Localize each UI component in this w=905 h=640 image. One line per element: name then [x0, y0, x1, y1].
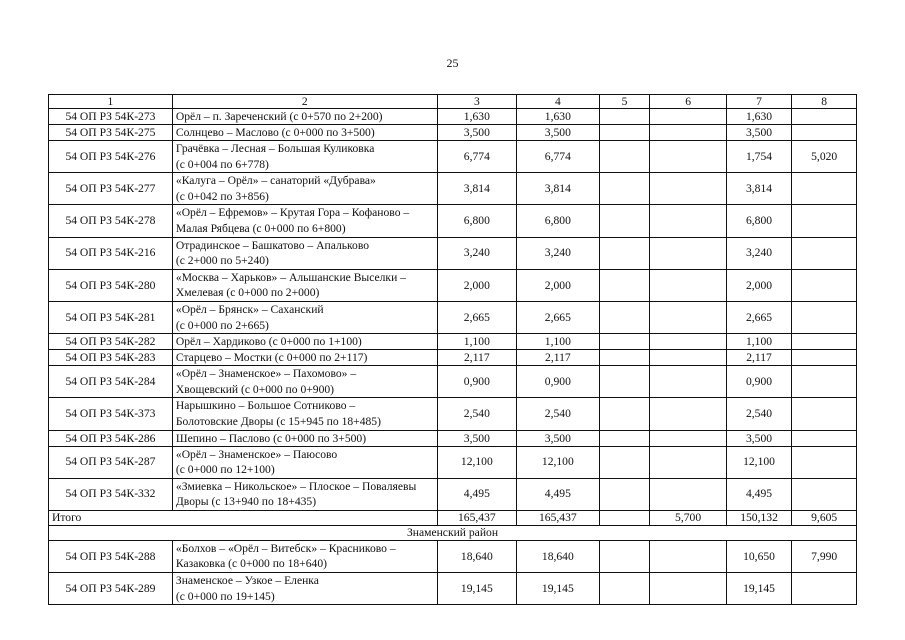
- road-name-line: «Орёл – Ефремов» – Крутая Гора – Кофаново –: [175, 206, 410, 220]
- value-cell-c3: 3,500: [437, 125, 516, 141]
- road-name-cell: [172, 125, 437, 141]
- road-name-cell: [172, 237, 437, 269]
- value-cell-c7: 6,800: [726, 205, 792, 237]
- road-id-cell: 54 ОП РЗ 54К-277: [49, 173, 173, 205]
- value-cell-c7: 19,145: [726, 573, 792, 605]
- column-header: 2: [172, 95, 437, 109]
- road-name-line: (с 0+000 по 19+145): [175, 589, 275, 603]
- value-cell-c4: 6,774: [517, 141, 600, 173]
- value-cell-c4: 1,630: [517, 109, 600, 125]
- road-name-cell: [172, 173, 437, 205]
- value-cell-c6: [650, 366, 726, 398]
- table-row: [49, 173, 857, 205]
- value-cell-c5: [599, 269, 650, 301]
- table-body: [49, 95, 857, 605]
- value-cell-c8: [792, 173, 857, 205]
- value-cell-c5: [599, 540, 650, 572]
- table-row: [49, 334, 857, 350]
- total-label: Итого: [49, 510, 438, 525]
- value-cell-c6: [650, 350, 726, 366]
- road-name-line: Казаковка (с 0+000 по 18+640): [175, 557, 327, 571]
- road-name-cell: [172, 205, 437, 237]
- road-name-line: Хмелевая (с 0+000 по 2+000): [175, 286, 320, 300]
- road-name-line: Хвощевский (с 0+000 по 0+900): [175, 382, 335, 396]
- value-cell-c5: [599, 173, 650, 205]
- value-cell-c6: [650, 173, 726, 205]
- value-cell-c5: [599, 237, 650, 269]
- road-name-cell: [172, 109, 437, 125]
- value-cell-c8: [792, 430, 857, 446]
- value-cell-c4: 18,640: [517, 540, 600, 572]
- road-name-cell: [172, 366, 437, 398]
- value-cell-c8: [792, 478, 857, 510]
- table-row: [49, 141, 857, 173]
- total-value-c6: 5,700: [650, 510, 726, 525]
- value-cell-c3: 3,814: [437, 173, 516, 205]
- value-cell-c6: [650, 398, 726, 430]
- value-cell-c7: 10,650: [726, 540, 792, 572]
- road-id-cell: 54 ОП РЗ 54К-287: [49, 446, 173, 478]
- value-cell-c7: 2,665: [726, 301, 792, 333]
- value-cell-c6: [650, 205, 726, 237]
- value-cell-c6: [650, 540, 726, 572]
- page-number: 25: [446, 56, 459, 70]
- road-name-cell: [172, 478, 437, 510]
- value-cell-c6: [650, 478, 726, 510]
- value-cell-c3: 3,500: [437, 430, 516, 446]
- value-cell-c8: [792, 109, 857, 125]
- value-cell-c4: 3,500: [517, 430, 600, 446]
- column-header: 8: [792, 95, 857, 109]
- road-id-cell: 54 ОП РЗ 54К-216: [49, 237, 173, 269]
- value-cell-c8: [792, 301, 857, 333]
- value-cell-c3: 1,630: [437, 109, 516, 125]
- road-name-line: «Змиевка – Никольское» – Плоское – Поваляевы: [175, 479, 417, 493]
- road-name-line: (с 0+000 по 2+665): [175, 318, 269, 332]
- road-id-cell: 54 ОП РЗ 54К-283: [49, 350, 173, 366]
- value-cell-c3: 1,100: [437, 334, 516, 350]
- value-cell-c3: 2,540: [437, 398, 516, 430]
- total-value-c8: 9,605: [792, 510, 857, 525]
- value-cell-c7: 2,117: [726, 350, 792, 366]
- road-id-cell: 54 ОП РЗ 54К-281: [49, 301, 173, 333]
- value-cell-c3: 6,800: [437, 205, 516, 237]
- value-cell-c6: [650, 269, 726, 301]
- value-cell-c3: 3,240: [437, 237, 516, 269]
- value-cell-c3: 6,774: [437, 141, 516, 173]
- value-cell-c8: [792, 125, 857, 141]
- value-cell-c4: 2,000: [517, 269, 600, 301]
- table-row: [49, 446, 857, 478]
- value-cell-c6: [650, 237, 726, 269]
- value-cell-c3: 12,100: [437, 446, 516, 478]
- value-cell-c6: [650, 446, 726, 478]
- column-header: 5: [599, 95, 650, 109]
- total-value-c3: 165,437: [437, 510, 516, 525]
- table-row: [49, 540, 857, 572]
- value-cell-c7: 3,500: [726, 125, 792, 141]
- value-cell-c5: [599, 205, 650, 237]
- value-cell-c7: 3,814: [726, 173, 792, 205]
- road-name-line: Орёл – п. Зареченский (с 0+570 по 2+200): [175, 110, 383, 123]
- value-cell-c5: [599, 366, 650, 398]
- road-name-line: (с 2+000 по 5+240): [175, 254, 269, 268]
- column-header: 1: [49, 95, 173, 109]
- road-name-line: «Болхов – «Орёл – Витебск» – Красниково –: [175, 541, 396, 555]
- table-row: [49, 125, 857, 141]
- value-cell-c7: 2,540: [726, 398, 792, 430]
- table-row: [49, 398, 857, 430]
- road-name-line: «Калуга – Орёл» – санаторий «Дубрава»: [175, 174, 376, 188]
- road-name-line: Старцево – Мостки (с 0+000 по 2+117): [175, 351, 368, 365]
- road-id-cell: 54 ОП РЗ 54К-278: [49, 205, 173, 237]
- road-name-line: (с 0+000 по 12+100): [175, 463, 275, 477]
- road-name-line: (с 0+004 по 6+778): [175, 157, 269, 171]
- table-row: [49, 350, 857, 366]
- road-name-line: «Орёл – Знаменское» – Пахомово» –: [175, 367, 357, 381]
- value-cell-c4: 6,800: [517, 205, 600, 237]
- value-cell-c6: [650, 141, 726, 173]
- value-cell-c3: 4,495: [437, 478, 516, 510]
- road-id-cell: 54 ОП РЗ 54К-373: [49, 398, 173, 430]
- road-name-cell: [172, 301, 437, 333]
- value-cell-c8: [792, 366, 857, 398]
- value-cell-c5: [599, 478, 650, 510]
- road-name-line: Отрадинское – Башкатово – Апальково: [175, 238, 370, 252]
- value-cell-c7: 3,500: [726, 430, 792, 446]
- total-value-c4: 165,437: [517, 510, 600, 525]
- value-cell-c5: [599, 334, 650, 350]
- column-header: 6: [650, 95, 726, 109]
- value-cell-c8: [792, 205, 857, 237]
- value-cell-c7: 12,100: [726, 446, 792, 478]
- value-cell-c3: 2,117: [437, 350, 516, 366]
- road-name-line: (с 0+042 по 3+856): [175, 189, 269, 203]
- value-cell-c5: [599, 109, 650, 125]
- header-row: [49, 95, 857, 109]
- road-id-cell: 54 ОП РЗ 54К-286: [49, 430, 173, 446]
- value-cell-c8: [792, 573, 857, 605]
- road-name-line: Нарышкино – Большое Сотниково –: [175, 399, 356, 413]
- value-cell-c4: 3,240: [517, 237, 600, 269]
- value-cell-c7: 4,495: [726, 478, 792, 510]
- value-cell-c8: 5,020: [792, 141, 857, 173]
- road-name-line: Грачёвка – Лесная – Большая Куликовка: [175, 142, 375, 155]
- road-name-line: Дворы (с 13+940 по 18+435): [175, 495, 317, 509]
- value-cell-c4: 3,500: [517, 125, 600, 141]
- value-cell-c6: [650, 125, 726, 141]
- value-cell-c3: 18,640: [437, 540, 516, 572]
- value-cell-c5: [599, 141, 650, 173]
- value-cell-c7: 1,630: [726, 109, 792, 125]
- table-row: [49, 109, 857, 125]
- road-name-line: Шепино – Паслово (с 0+000 по 3+500): [175, 431, 367, 445]
- road-name-cell: [172, 573, 437, 605]
- road-name-line: Малая Рябцева (с 0+000 по 6+800): [175, 221, 346, 235]
- value-cell-c4: 0,900: [517, 366, 600, 398]
- road-name-cell: [172, 269, 437, 301]
- value-cell-c5: [599, 398, 650, 430]
- value-cell-c6: [650, 573, 726, 605]
- value-cell-c6: [650, 430, 726, 446]
- road-name-cell: [172, 540, 437, 572]
- road-id-cell: 54 ОП РЗ 54К-280: [49, 269, 173, 301]
- road-name-cell: [172, 446, 437, 478]
- road-id-cell: 54 ОП РЗ 54К-273: [49, 109, 173, 125]
- value-cell-c5: [599, 573, 650, 605]
- total-value-c5: [599, 510, 650, 525]
- section-row: [49, 525, 857, 540]
- value-cell-c7: 3,240: [726, 237, 792, 269]
- road-name-line: Знаменское – Узкое – Еленка: [175, 574, 319, 588]
- table-row: [49, 478, 857, 510]
- value-cell-c3: 2,000: [437, 269, 516, 301]
- value-cell-c6: [650, 334, 726, 350]
- road-name-line: «Орёл – Знаменское» – Паюсово: [175, 447, 338, 461]
- table-row: [49, 573, 857, 605]
- column-header: 3: [437, 95, 516, 109]
- value-cell-c8: [792, 334, 857, 350]
- value-cell-c4: 1,100: [517, 334, 600, 350]
- road-id-cell: 54 ОП РЗ 54К-289: [49, 573, 173, 605]
- road-table: [48, 94, 857, 605]
- road-name-cell: [172, 334, 437, 350]
- road-id-cell: 54 ОП РЗ 54К-288: [49, 540, 173, 572]
- road-name-cell: [172, 430, 437, 446]
- road-name-cell: [172, 398, 437, 430]
- road-id-cell: 54 ОП РЗ 54К-332: [49, 478, 173, 510]
- value-cell-c8: [792, 398, 857, 430]
- column-header: 7: [726, 95, 792, 109]
- column-header: 4: [517, 95, 600, 109]
- value-cell-c4: 2,665: [517, 301, 600, 333]
- total-value-c7: 150,132: [726, 510, 792, 525]
- road-id-cell: 54 ОП РЗ 54К-284: [49, 366, 173, 398]
- value-cell-c4: 19,145: [517, 573, 600, 605]
- value-cell-c8: [792, 350, 857, 366]
- value-cell-c7: 2,000: [726, 269, 792, 301]
- value-cell-c6: [650, 109, 726, 125]
- value-cell-c4: 2,540: [517, 398, 600, 430]
- table-row: [49, 269, 857, 301]
- table-row: [49, 430, 857, 446]
- value-cell-c5: [599, 125, 650, 141]
- section-title: Знаменский район: [49, 525, 857, 540]
- table-row: [49, 301, 857, 333]
- road-name-line: «Москва – Харьков» – Альшанские Выселки –: [175, 270, 406, 284]
- value-cell-c5: [599, 301, 650, 333]
- value-cell-c5: [599, 430, 650, 446]
- value-cell-c4: 12,100: [517, 446, 600, 478]
- road-name-line: Солнцево – Маслово (с 0+000 по 3+500): [175, 126, 375, 139]
- road-id-cell: 54 ОП РЗ 54К-275: [49, 125, 173, 141]
- value-cell-c6: [650, 301, 726, 333]
- road-id-cell: 54 ОП РЗ 54К-276: [49, 141, 173, 173]
- road-name-cell: [172, 350, 437, 366]
- value-cell-c8: [792, 269, 857, 301]
- value-cell-c7: 1,754: [726, 141, 792, 173]
- value-cell-c4: 2,117: [517, 350, 600, 366]
- value-cell-c8: [792, 237, 857, 269]
- road-name-line: Болотовские Дворы (с 15+945 по 18+485): [175, 414, 381, 428]
- table-row: [49, 237, 857, 269]
- value-cell-c7: 1,100: [726, 334, 792, 350]
- road-id-cell: 54 ОП РЗ 54К-282: [49, 334, 173, 350]
- value-cell-c8: 7,990: [792, 540, 857, 572]
- table-row: [49, 205, 857, 237]
- value-cell-c8: [792, 446, 857, 478]
- value-cell-c4: 4,495: [517, 478, 600, 510]
- total-row: [49, 510, 857, 525]
- table-row: [49, 366, 857, 398]
- road-name-line: Орёл – Хардиково (с 0+000 по 1+100): [175, 335, 362, 349]
- value-cell-c5: [599, 350, 650, 366]
- value-cell-c3: 19,145: [437, 573, 516, 605]
- value-cell-c7: 0,900: [726, 366, 792, 398]
- value-cell-c3: 2,665: [437, 301, 516, 333]
- road-name-cell: [172, 141, 437, 173]
- road-name-line: «Орёл – Брянск» – Саханский: [175, 302, 324, 316]
- value-cell-c5: [599, 446, 650, 478]
- value-cell-c4: 3,814: [517, 173, 600, 205]
- value-cell-c3: 0,900: [437, 366, 516, 398]
